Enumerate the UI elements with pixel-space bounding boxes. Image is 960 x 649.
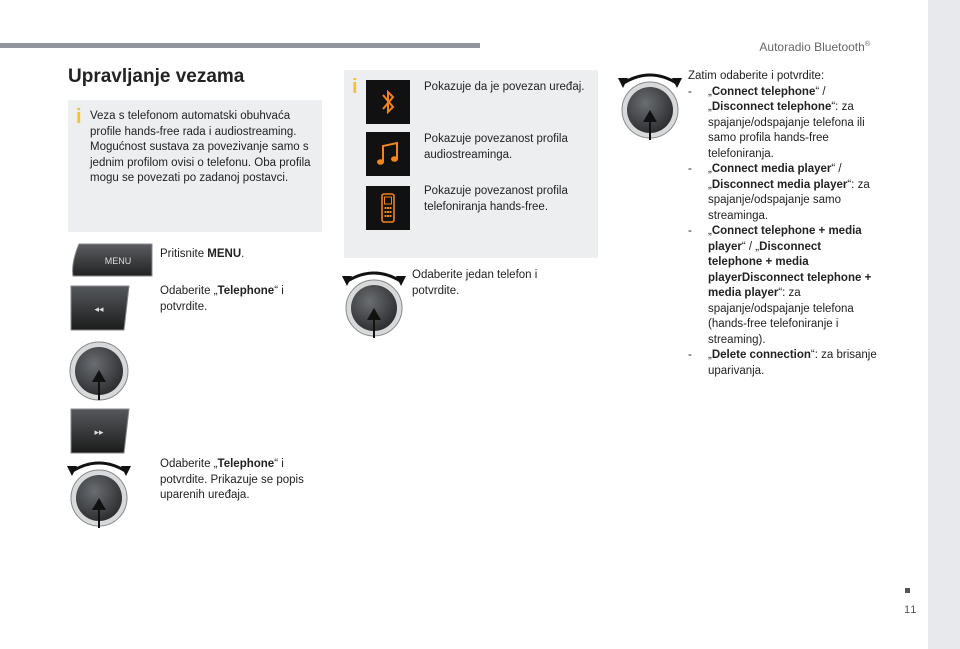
list-item: - „Connect media player“ / „Disconnect media player“: za spajanje/odspajanje samo streaminga.	[688, 163, 870, 222]
knob-rotate-icon[interactable]	[618, 70, 682, 140]
list-item: - „Connect telephone + media player“ / „Disconnect telephone + media playerDisconnect telephone + media player“: za spajanje/odspajanje telefona (hands-free telefoniranje i streaming).	[688, 225, 872, 346]
knob-rotate-icon[interactable]	[342, 268, 406, 338]
info-icon: i	[76, 106, 82, 128]
step-select-telephone-list: Odaberite „Telephone“ i potvrdite. Prikazuje se popis uparenih uređaja.	[160, 458, 304, 501]
knob-press-icon[interactable]	[68, 340, 130, 402]
page-sidebar	[928, 0, 960, 649]
bluetooth-icon	[366, 80, 410, 124]
legend-box	[344, 70, 598, 258]
menu-button[interactable]	[71, 243, 153, 277]
step-press-menu: Pritisnite MENU.	[160, 248, 245, 260]
final-options	[688, 69, 878, 379]
music-note-icon	[366, 132, 410, 176]
mobile-phone-icon	[366, 186, 410, 230]
final-intro: Zatim odaberite i potvrdite:	[688, 70, 825, 82]
page-number: 11	[904, 604, 918, 616]
menu-button-label: MENU	[104, 256, 132, 266]
legend-audio-text: Pokazuje povezanost profila audiostreaminga.	[424, 133, 568, 161]
step-select-phone: Odaberite jedan telefon i potvrdite.	[412, 269, 538, 297]
header-rule	[0, 43, 480, 48]
header-title: Autoradio Bluetooth®	[759, 40, 870, 54]
list-item: - „Delete connection“: za brisanje uparivanja.	[688, 349, 877, 377]
legend-bluetooth-text: Pokazuje da je povezan uređaj.	[424, 81, 585, 93]
rewind-icon: ◂◂	[94, 305, 104, 315]
knob-rotate-icon[interactable]	[67, 458, 131, 528]
section-title: Upravljanje vezama	[68, 66, 245, 87]
info-box	[68, 100, 322, 232]
fast-forward-icon: ▸▸	[94, 428, 104, 438]
options-list	[688, 85, 878, 380]
info-icon: i	[352, 76, 358, 98]
step-select-telephone: Odaberite „Telephone“ i potvrdite.	[160, 285, 284, 313]
previous-button[interactable]	[70, 285, 130, 331]
info-text: Veza s telefonom automatski obuhvaća profile hands-free rada i audiostreaming. Mogućnost sustava za povezivanje samo s jednim profilom ovisi o telefonu. Oba profila mogu se povezati po zadanoj postavci.	[90, 110, 311, 184]
list-item: - „Connect telephone“ / „Disconnect telephone“: za spajanje/odspajanje telefona ili samo profila hands-free telefoniranja.	[688, 85, 865, 160]
legend-phone-text: Pokazuje povezanost profila telefoniranja hands-free.	[424, 185, 568, 213]
next-button[interactable]	[70, 408, 130, 454]
continue-marker	[905, 588, 910, 593]
